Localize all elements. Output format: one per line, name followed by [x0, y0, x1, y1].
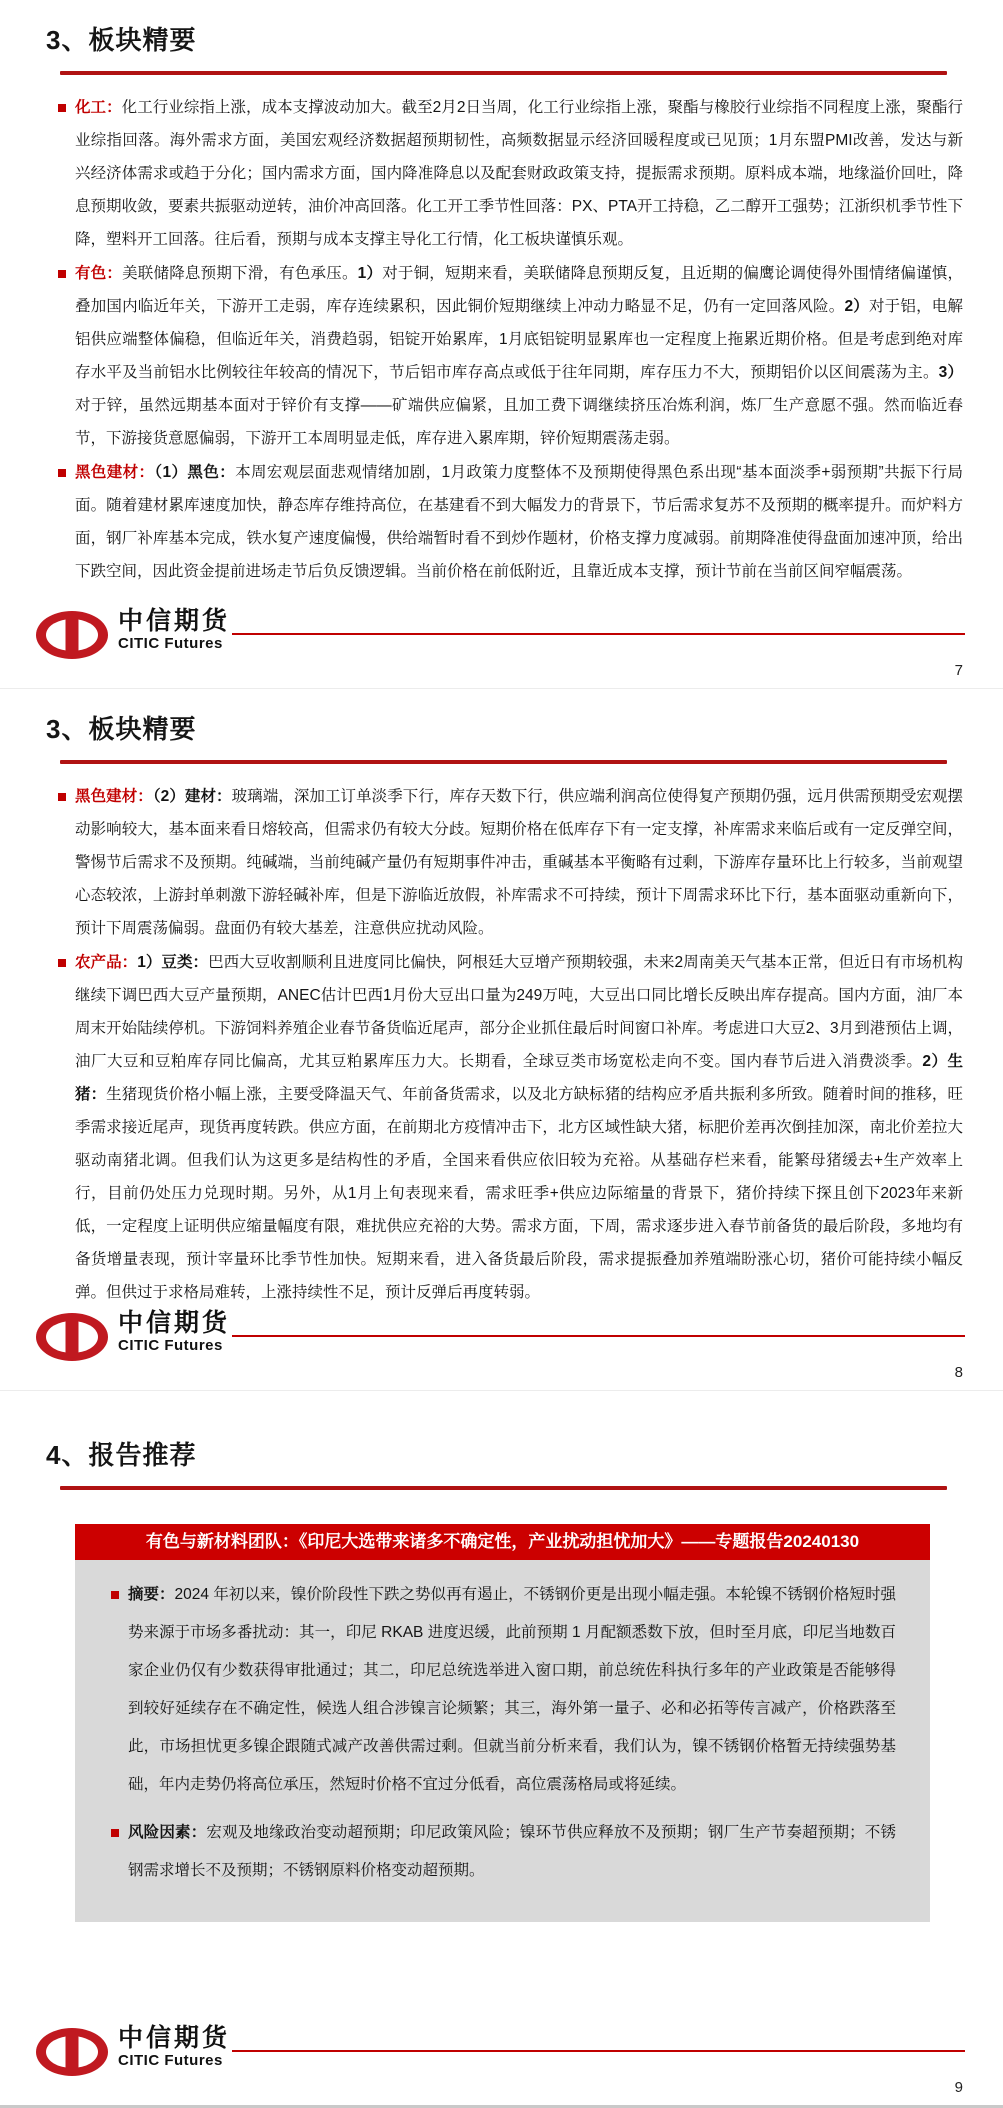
text-segment-bold: 2） [844, 298, 869, 315]
page-footer [0, 1310, 1003, 1362]
page-number: 7 [954, 661, 963, 679]
text-segment-bold: 2）生猪： [75, 1052, 963, 1103]
text-segment-text: 对于铜，短期来看，美联储降息预期反复，且近期的偏鹰论调使得外围情绪偏谨慎，叠加国内临近年关，下游开工走弱，库存连续累积，因此铜价短期继续上冲动力略显不足，仍有一定回落风险。 [75, 265, 963, 315]
title-underline-rule [60, 760, 947, 764]
brand-name-en: CITIC Futures [118, 634, 223, 652]
text-segment-bold: 1） [357, 265, 383, 282]
page-footer [0, 2025, 1003, 2077]
bullet-square-icon [111, 1591, 119, 1599]
text-segment-bold: 1）豆类： [137, 953, 209, 971]
text-segment-text: 巴西大豆收割顺利且进度同比偏快，阿根廷大豆增产预期较强，未来2周南美天气基本正常，但近日有市场机构继续下调巴西大豆产量预期，ANEC估计巴西1月份大豆出口量为249万吨，大豆出口同比增长反映出库存提高。国内方面，油厂本周末开始陆续停机。下游饲料养殖企业春节备货临近尾声，部分企业抓住最后时间窗口补库。考虑进口大豆2、3月到港预估上调，油厂大豆和豆粕库存同比偏高，尤其豆粕累库压力大。长期看，全球豆类市场宽松走向不变。国内春节后进入消费淡季。 [75, 953, 964, 1070]
footer-rule [232, 2050, 965, 2052]
page-footer [0, 608, 1003, 660]
bullet-paragraph [58, 946, 963, 1309]
citic-logo-icon [34, 2027, 110, 2077]
text-segment-label: 有色： [75, 265, 123, 282]
title-underline-rule [60, 71, 947, 75]
text-segment-label: 化工： [75, 99, 122, 116]
text-segment-bold: （2）建材： [152, 787, 232, 805]
section-content [58, 91, 963, 589]
footer-rule [232, 633, 965, 635]
bullet-square-icon [58, 469, 66, 477]
bullet-square-icon [58, 959, 66, 967]
page-9 [0, 1390, 1003, 2108]
bullet-square-icon [111, 1829, 119, 1837]
report-banner-title: 有色与新材料团队：《印尼大选带来诸多不确定性，产业扰动担忧加大》——专题报告20240130 [75, 1524, 930, 1560]
brand-name-en: CITIC Futures [118, 2052, 223, 2069]
text-segment-label: 黑色建材： [75, 464, 155, 481]
page-number: 8 [954, 1364, 963, 1382]
bullet-square-icon [58, 104, 66, 112]
bullet-square-icon [58, 270, 66, 278]
text-segment-bold: 3） [938, 364, 963, 381]
text-segment-text: 玻璃端，深加工订单淡季下行，库存天数下行，供应端利润高位使得复产预期仍强，远月供需预期受宏观摆动影响较大，基本面来看日熔较高，但需求仍有较大分歧。短期价格在低库存下有一定支撑，补库需求来临后或有一定反弹空间，警惕节后需求不及预期。纯碱端，当前纯碱产量仍有短期事件冲击，重碱基本平衡略有过剩，下游库存量环比上行较多，当前观望心态较浓，上游封单刺激下游轻碱补库，但是下游临近放假，补库需求不可持续，预计下周需求环比下行，基本面驱动重新向下，预计下周震荡偏弱。盘面仍有较大基差，注意供应扰动风险。 [75, 787, 963, 937]
citic-logo-icon [34, 1312, 110, 1362]
section-content [58, 780, 963, 1310]
footer-rule [232, 1335, 965, 1337]
text-segment-bold: 摘要： [128, 1586, 175, 1604]
text-segment-text: 化工行业综指上涨，成本支撑波动加大。截至2月2日当周，化工行业综指上涨，聚酯与橡胶行业综指不同程度上涨，聚酯行业综指回落。海外需求方面，美国宏观经济数据超预期韧性，高频数据显示经济回暖程度或已见顶；1月东盟PMI改善，发达与新兴经济体需求或趋于分化；国内需求方面，国内降准降息以及配套财政政策支持，提振需求预期。原料成本端，地缘溢价回吐，降息预期收敛，要素共振驱动逆转，油价冲高回落。化工开工季节性回落：PX、PTA开工持稳，乙二醇开工强势；江浙织机季节性下降，塑料开工回落。往后看，预期与成本支撑主导化工行情，化工板块谨慎乐观。 [75, 99, 963, 248]
page-title: 4、报告推荐 [46, 1440, 197, 1471]
title-underline-rule [60, 1486, 947, 1490]
brand-name-en: CITIC Futures [118, 1337, 223, 1355]
bullet-paragraph [58, 257, 963, 455]
bullet-paragraph [58, 456, 963, 588]
text-segment-text: 美联储降息预期下滑，有色承压。 [122, 265, 358, 282]
text-segment-bold: （1）黑色： [154, 464, 236, 481]
bullet-paragraph [111, 1814, 896, 1890]
text-segment-text: 对于铝，电解铝供应端整体偏稳，但临近年关，消费趋弱，铝锭开始累库，1月底铝锭明显累库也一定程度上拖累近期价格。但是考虑到绝对库存水平及当前铝水比例较往年较高的情况下，节后铝市库存高点或低于往年同期，库存压力不大，预期铝价以区间震荡为主。 [75, 298, 963, 381]
brand-block [118, 2025, 230, 2070]
page-number: 9 [954, 2079, 963, 2096]
brand-block [118, 1310, 230, 1355]
page-title: 3、板块精要 [46, 713, 197, 744]
report-recommendation-box [75, 1524, 930, 1922]
brand-name-cn: 中信期货 [118, 2024, 231, 2052]
page-8 [0, 688, 1003, 1391]
bullet-square-icon [58, 793, 66, 801]
report-summary-content [111, 1576, 896, 1890]
text-segment-text: 本周宏观层面悲观情绪加剧，1月政策力度整体不及预期使得黑色系出现“基本面淡季+弱预期”共振下行局面。随着建材累库速度加快，静态库存维持高位，在基建看不到大幅发力的背景下，节后需求复苏不及预期的概率提升。而炉料方面，钢厂补库基本完成，铁水复产速度偏慢，供给端暂时看不到炒作题材，价格支撑力度减弱。前期降准使得盘面加速冲顶，给出下跌空间，因此资金提前进场走节后负反馈逻辑。当前价格在前低附近，且靠近成本支撑，预计节前在当前区间窄幅震荡。 [75, 464, 964, 580]
text-segment-bold: 风险因素： [128, 1824, 207, 1842]
text-segment-text: 2024 年初以来，镍价阶段性下跌之势似再有遏止，不锈钢价更是出现小幅走强。本轮镍不锈钢价格短时强势来源于市场多番扰动：其一，印尼 RKAB 进度迟缓，此前预期 1 月配额悉数下放，但时至月底，印尼当地数百家企业仍仅有少数获得审批通过；其二，印尼总统选举进入窗口期，前总统佐科执行多年的产业政策是否能够得到较好延续存在不确定性，候选人组合涉镍言论频繁；其三，海外第一量子、必和必拓等传言减产，价格跌落至此，市场担忧更多镍企跟随式减产改善供需过剩。但就当前分析来看，我们认为，镍不锈钢价格暂无持续强势基础，年内走势仍将高位承压，然短时价格不宜过分低看，高位震荡格局或将延续。 [128, 1586, 896, 1794]
text-segment-text: 生猪现货价格小幅上涨，主要受降温天气、年前备货需求，以及北方缺标猪的结构应矛盾共振利多所致。随着时间的推移，旺季需求接近尾声，现货再度转跌。供应方面，在前期北方疫情冲击下，北方区域性缺大猪，标肥价差再次倒挂加深，南北价差拉大驱动南猪北调。但我们认为这更多是结构性的矛盾，全国来看供应依旧较为充裕。从基础存栏来看，能繁母猪缓去+生产效率上行，目前仍处压力兑现时期。另外，从1月上旬表现来看，需求旺季+供应边际缩量的背景下，猪价持续下探且创下2023年来新低，一定程度上证明供应缩量幅度有限，难扰供应充裕的大势。需求方面，下周，需求逐步进入春节前备货的最后阶段，多地均有备货增量表现，预计宰量环比季节性加快。短期来看，进入备货最后阶段，需求提振叠加养殖端盼涨心切，猪价可能持续小幅反弹。但供过于求格局难转，上涨持续性不足，预计反弹后再度转弱。 [75, 1085, 963, 1301]
brand-name-cn: 中信期货 [118, 606, 231, 635]
text-segment-text: 宏观及地缘政治变动超预期；印尼政策风险；镍环节供应释放不及预期；钢厂生产节奏超预期；不锈钢需求增长不及预期；不锈钢原料价格变动超预期。 [128, 1824, 896, 1880]
bullet-paragraph [58, 91, 963, 256]
bullet-paragraph [111, 1576, 896, 1804]
text-segment-label: 农产品： [75, 953, 138, 971]
text-segment-label: 黑色建材： [75, 787, 153, 805]
bullet-paragraph [58, 780, 963, 945]
brand-block [118, 608, 230, 653]
text-segment-text: 对于锌，虽然远期基本面对于锌价有支撑——矿端供应偏紧，且加工费下调继续挤压冶炼利润，炼厂生产意愿不强。然而临近春节，下游接货意愿偏弱，下游开工本周明显走低，库存进入累库期，锌价短期震荡走弱。 [75, 397, 963, 447]
page-title: 3、板块精要 [46, 25, 197, 55]
brand-name-cn: 中信期货 [118, 1309, 231, 1338]
page-7 [0, 0, 1003, 688]
citic-logo-icon [34, 610, 110, 660]
